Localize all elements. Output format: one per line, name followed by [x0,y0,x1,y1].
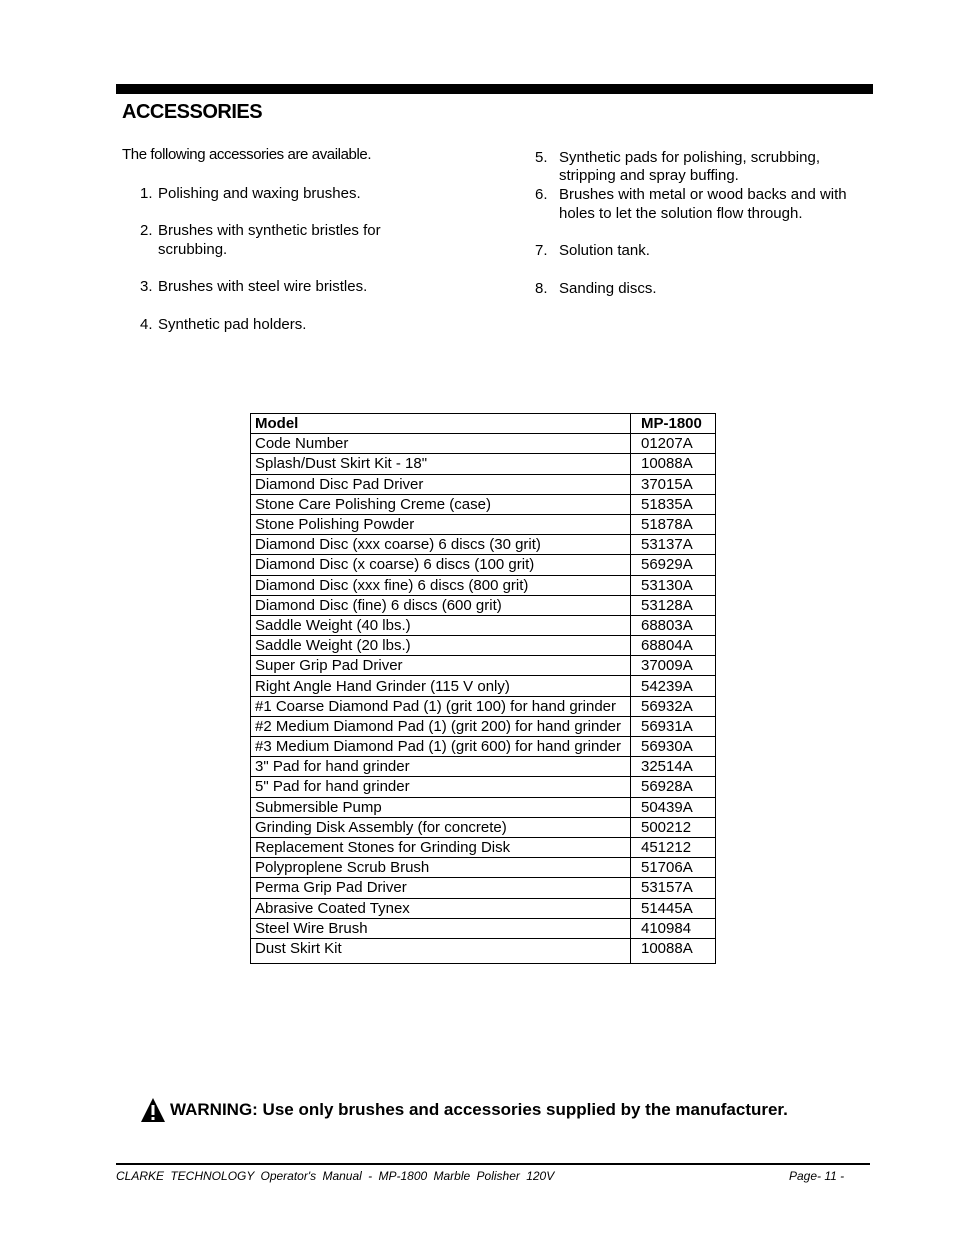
header-mp-1800: MP-1800 [631,414,716,434]
part-number-cell: 10088A [631,938,716,963]
accessory-name-cell: Steel Wire Brush [251,918,631,938]
accessory-name-cell: Submersible Pump [251,797,631,817]
accessory-name-cell: Diamond Disc (x coarse) 6 discs (100 grit) [251,555,631,575]
table-row [251,898,716,918]
accessory-name-cell: Stone Polishing Powder [251,514,631,534]
table-row [251,656,716,676]
part-number-cell: 01207A [631,434,716,454]
table-row [251,716,716,736]
table-row [251,514,716,534]
part-number-cell: 68804A [631,636,716,656]
part-number-cell: 50439A [631,797,716,817]
part-number-cell: 53137A [631,535,716,555]
list-text: Sanding discs. [559,280,657,297]
table-row [251,555,716,575]
list-number: 4. [140,316,153,333]
list-text: Brushes with metal or wood backs and with [559,186,847,203]
list-text: holes to let the solution flow through. [559,205,803,222]
table-row [251,737,716,757]
part-number-cell: 500212 [631,817,716,837]
part-number-cell: 56928A [631,777,716,797]
part-number-cell: 53130A [631,575,716,595]
part-number-cell: 451212 [631,837,716,857]
table-row [251,676,716,696]
warning-icon [140,1097,166,1123]
accessories-table [250,413,716,964]
table-row [251,797,716,817]
list-text: Synthetic pads for polishing, scrubbing, [559,149,820,166]
accessory-name-cell: Diamond Disc Pad Driver [251,474,631,494]
table-row [251,696,716,716]
part-number-cell: 56930A [631,737,716,757]
accessory-name-cell: Splash/Dust Skirt Kit - 18" [251,454,631,474]
accessory-name-cell: Perma Grip Pad Driver [251,878,631,898]
list-number: 5. [535,149,548,166]
part-number-cell: 56931A [631,716,716,736]
table-row [251,837,716,857]
table-row [251,454,716,474]
table-row [251,918,716,938]
list-number: 6. [535,186,548,203]
part-number-cell: 32514A [631,757,716,777]
list-number: 2. [140,222,153,239]
accessory-name-cell: #1 Coarse Diamond Pad (1) (grit 100) for hand grinder [251,696,631,716]
part-number-cell: 51878A [631,514,716,534]
list-text: Synthetic pad holders. [158,316,307,333]
table-row [251,434,716,454]
table-row [251,575,716,595]
table-row [251,636,716,656]
accessory-name-cell: Grinding Disk Assembly (for concrete) [251,817,631,837]
part-number-cell: 68803A [631,615,716,635]
page-heading: ACCESSORIES [122,101,263,123]
part-number-cell: 37009A [631,656,716,676]
table-row [251,938,716,963]
part-number-cell: 10088A [631,454,716,474]
list-number: 7. [535,242,548,259]
part-number-cell: 51835A [631,494,716,514]
accessory-name-cell: #3 Medium Diamond Pad (1) (grit 600) for hand grinder [251,737,631,757]
part-number-cell: 51706A [631,858,716,878]
accessory-name-cell: Super Grip Pad Driver [251,656,631,676]
list-text: Polishing and waxing brushes. [158,185,361,202]
accessory-name-cell: Diamond Disc (xxx coarse) 6 discs (30 grit) [251,535,631,555]
table-row [251,878,716,898]
accessory-name-cell: Stone Care Polishing Creme (case) [251,494,631,514]
part-number-cell: 56932A [631,696,716,716]
top-rule [116,84,873,94]
accessory-name-cell: #2 Medium Diamond Pad (1) (grit 200) for hand grinder [251,716,631,736]
table-row [251,535,716,555]
header-model: Model [251,414,631,434]
accessory-name-cell: Diamond Disc (xxx fine) 6 discs (800 grit) [251,575,631,595]
table-row [251,817,716,837]
list-text: Brushes with steel wire bristles. [158,278,368,295]
footer-page-number: Page- 11 - [789,1169,845,1183]
accessory-name-cell: Abrasive Coated Tynex [251,898,631,918]
accessory-name-cell: Saddle Weight (40 lbs.) [251,615,631,635]
accessory-name-cell: Dust Skirt Kit [251,938,631,963]
table-row [251,858,716,878]
warning-text: WARNING: Use only brushes and accessories supplied by the manufacturer. [170,1100,788,1119]
table-row [251,474,716,494]
list-text: stripping and spray buffing. [559,167,739,184]
warning-note [140,1097,788,1123]
list-number: 3. [140,278,153,295]
accessory-name-cell: Saddle Weight (20 lbs.) [251,636,631,656]
part-number-cell: 410984 [631,918,716,938]
table-header-row [251,414,716,434]
list-number: 1. [140,185,153,202]
list-number: 8. [535,280,548,297]
table-row [251,757,716,777]
footer-title: CLARKE TECHNOLOGY Operator's Manual - MP-1800 Marble Polisher 120V [116,1169,555,1183]
accessory-name-cell: 5" Pad for hand grinder [251,777,631,797]
accessory-name-cell: Right Angle Hand Grinder (115 V only) [251,676,631,696]
part-number-cell: 54239A [631,676,716,696]
list-text: scrubbing. [158,241,228,258]
accessory-name-cell: Diamond Disc (fine) 6 discs (600 grit) [251,595,631,615]
accessory-name-cell: 3" Pad for hand grinder [251,757,631,777]
bottom-rule [116,1163,870,1165]
part-number-cell: 51445A [631,898,716,918]
table-row [251,777,716,797]
part-number-cell: 53128A [631,595,716,615]
accessory-name-cell: Code Number [251,434,631,454]
table-row [251,595,716,615]
part-number-cell: 37015A [631,474,716,494]
accessory-name-cell: Polyproplene Scrub Brush [251,858,631,878]
list-text: Solution tank. [559,242,650,259]
intro-text: The following accessories are available. [122,146,372,163]
table-row [251,494,716,514]
list-text: Brushes with synthetic bristles for [158,222,381,239]
table-row [251,615,716,635]
part-number-cell: 56929A [631,555,716,575]
part-number-cell: 53157A [631,878,716,898]
accessory-name-cell: Replacement Stones for Grinding Disk [251,837,631,857]
